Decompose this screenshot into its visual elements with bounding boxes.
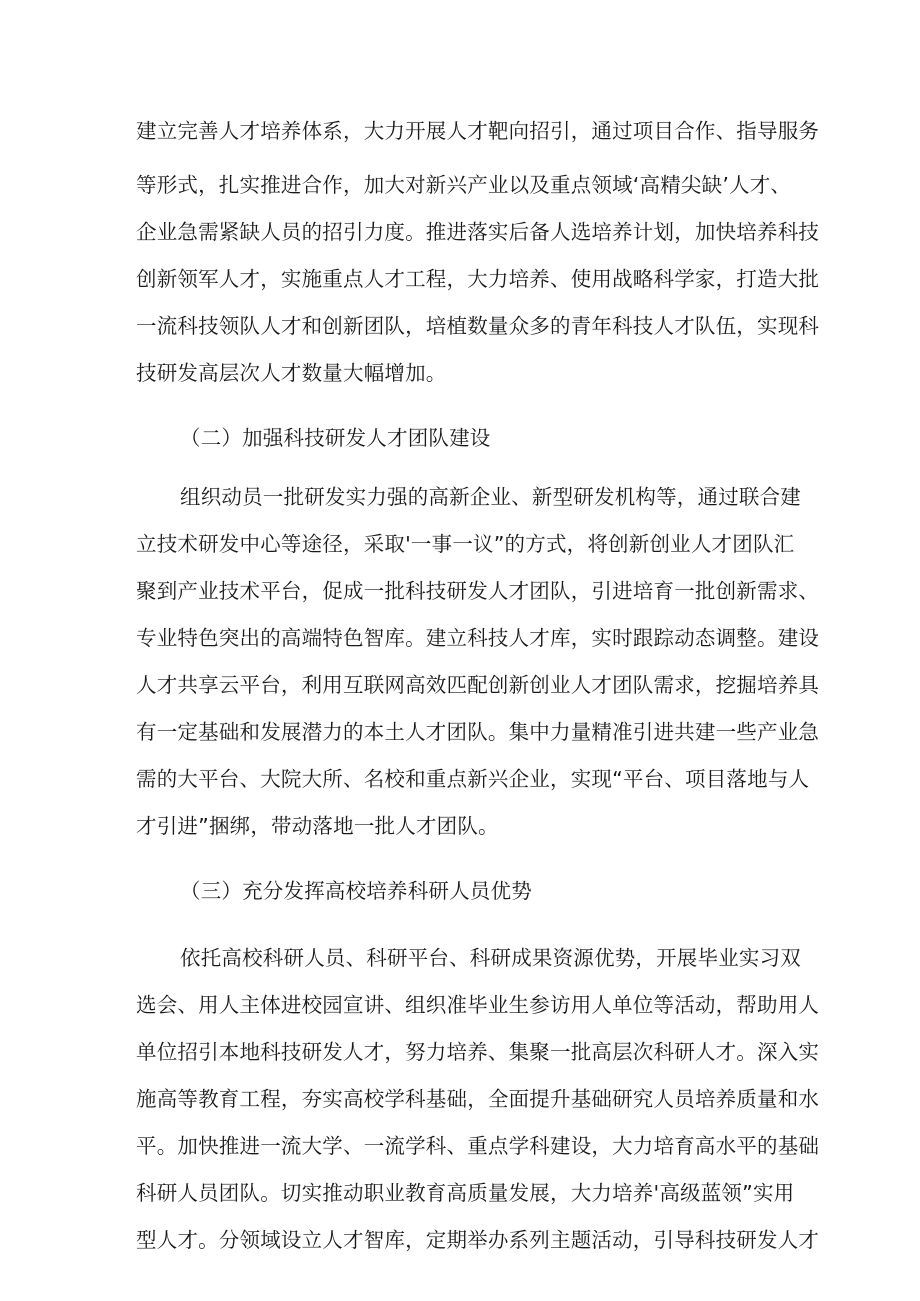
paragraph-line: 型人才。分领域设立人才智库，定期举办系列主题活动，引导科技研发人才 (136, 1228, 820, 1252)
paragraph-line: 依托高校科研人员、科研平台、科研成果资源优势，开展毕业实习双 (180, 946, 801, 970)
paragraph-line: 聚到产业技术平台，促成一批科技研发人才团队，引进培育一批创新需求、 (136, 579, 820, 603)
paragraph-line: 选会、用人主体进校园宣讲、组织准毕业生参访用人单位等活动，帮助用人 (136, 993, 820, 1017)
paragraph-line: 科研人员团队。切实推动职业教育高质量发展，大力培养'高级蓝领”实用 (136, 1181, 795, 1205)
paragraph-line: 组织动员一批研发实力强的高新企业、新型研发机构等，通过联合建 (180, 485, 801, 509)
paragraph-line: 专业特色突出的高端特色智库。建立科技人才库，实时跟踪动态调整。建设 (136, 626, 820, 650)
section-heading-2: （二）加强科技研发人才团队建设 (180, 426, 491, 450)
paragraph-line: 创新领军人才，实施重点人才工程，大力培养、使用战略科学家，打造大批 (136, 267, 820, 291)
paragraph-line: 建立完善人才培养体系，大力开展人才靶向招引，通过项目合作、指导服务 (136, 119, 820, 143)
paragraph-line: 企业急需紧缺人员的招引力度。推进落实后备人选培养计划，加快培养科技 (136, 220, 820, 244)
paragraph-line: 单位招引本地科技研发人才，努力培养、集聚一批高层次科研人才。深入实 (136, 1040, 820, 1064)
paragraph-line: 技研发高层次人才数量大幅增加。 (136, 361, 447, 385)
paragraph-line: 才引进”捆绑，带动落地一批人才团队。 (136, 814, 499, 838)
paragraph-line: 施高等教育工程，夯实高校学科基础，全面提升基础研究人员培养质量和水 (136, 1087, 820, 1111)
paragraph-line: 平。加快推进一流大学、一流学科、重点学科建设，大力培育高水平的基础 (136, 1134, 820, 1158)
section-heading-3: （三）充分发挥高校培养科研人员优势 (180, 879, 532, 903)
paragraph-line: 等形式，扎实推进合作，加大对新兴产业以及重点领域‘高精尖缺’人才、 (136, 173, 792, 197)
paragraph-line: 有一定基础和发展潜力的本土人才团队。集中力量精准引进共建一些产业急 (136, 720, 820, 744)
paragraph-line: 立技术研发中心等途径，采取'一事一议”的方式，将创新创业人才团队汇 (136, 532, 795, 556)
paragraph-line: 人才共享云平台，利用互联网高效匹配创新创业人才团队需求，挖掘培养具 (136, 673, 820, 697)
paragraph-line: 需的大平台、大院大所、名校和重点新兴企业，实现“平台、项目落地与人 (136, 767, 810, 791)
paragraph-line: 一流科技领队人才和创新团队，培植数量众多的青年科技人才队伍，实现科 (136, 314, 820, 338)
